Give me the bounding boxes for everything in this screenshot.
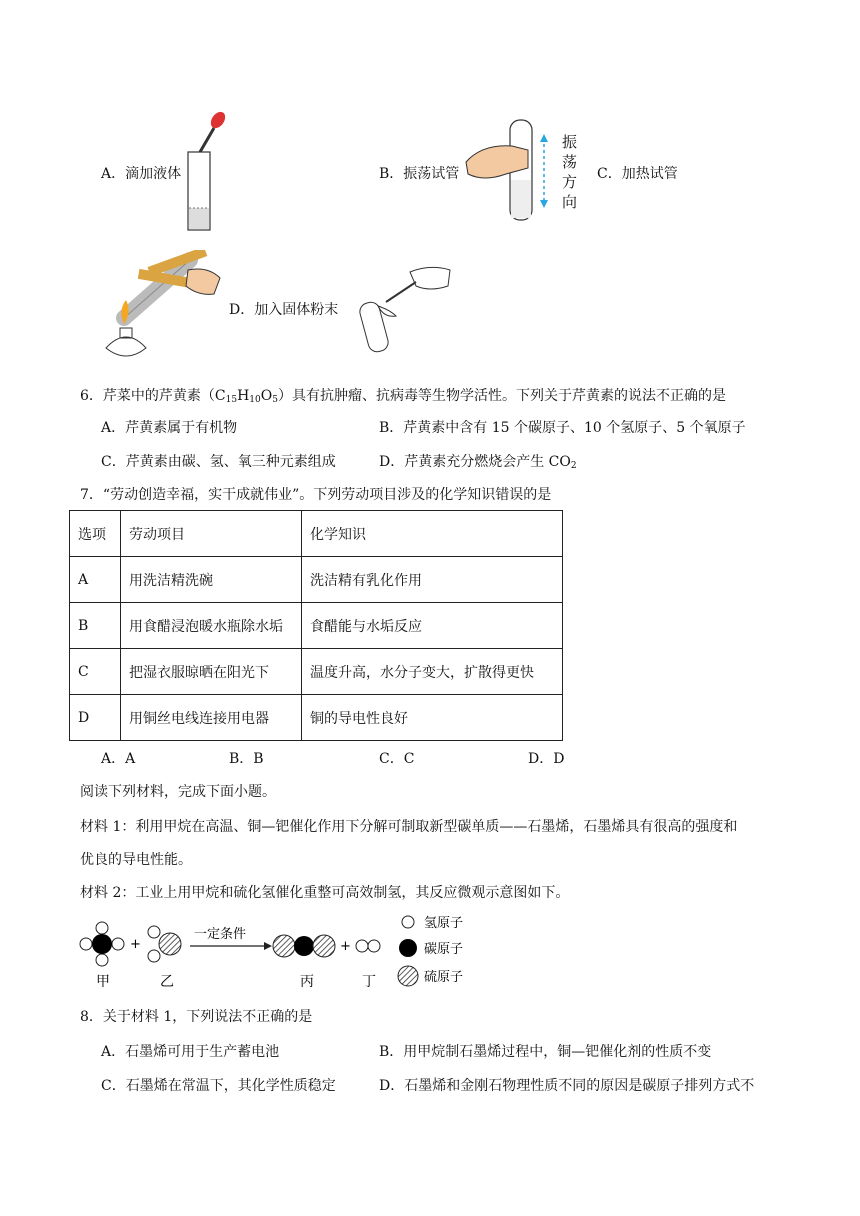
q7-option-b: B．B bbox=[229, 751, 264, 767]
q7-option-c: C．C bbox=[379, 751, 415, 767]
hydrogen-molecule bbox=[356, 940, 380, 952]
question-7-stem: 7．“劳动创造幸福，实干成就伟业”。下列劳动项目涉及的化学知识错误的是 bbox=[80, 487, 552, 503]
reading-intro: 阅读下列材料，完成下面小题。 bbox=[80, 784, 276, 800]
option-b-shaking: B．振荡试管 bbox=[379, 166, 460, 182]
table-cell: 把湿衣服晾晒在阳光下 bbox=[121, 649, 302, 695]
table-cell: 食醋能与水垢反应 bbox=[302, 603, 563, 649]
q8-option-d: D．石墨烯和金刚石物理性质不同的原因是碳原子排列方式不 bbox=[379, 1078, 755, 1094]
q8-option-a: A．石墨烯可用于生产蓄电池 bbox=[101, 1044, 280, 1060]
table-header: 选项 bbox=[70, 511, 121, 557]
q6-option-c: C．芹黄素由碳、氢、氧三种元素组成 bbox=[101, 454, 336, 470]
question-8-stem: 8．关于材料 1，下列说法不正确的是 bbox=[80, 1009, 313, 1025]
label-jia: 甲 bbox=[96, 974, 110, 990]
label-ding: 丁 bbox=[362, 974, 376, 990]
table-cell: 铜的导电性良好 bbox=[302, 695, 563, 741]
material-2: 材料 2：工业上用甲烷和硫化氢催化重整可高效制氢，其反应微观示意图如下。 bbox=[80, 885, 570, 901]
question-6-stem: 6．芹菜中的芹黄素$(C_{15}H_{10}O_5)$具有抗肿瘤、抗病毒等生物学活性。下列关于芹黄素的说法不正确的是 bbox=[80, 388, 726, 405]
label-bing: 丙 bbox=[300, 974, 314, 990]
methane-molecule bbox=[80, 922, 124, 966]
q6-option-d: D．芹黄素充分燃烧会产生 $CO_2$ bbox=[379, 454, 577, 471]
table-header: 化学知识 bbox=[302, 511, 563, 557]
q8-option-b: B．用甲烷制石墨烯过程中，铜—钯催化剂的性质不变 bbox=[379, 1044, 712, 1060]
plus-sign: + bbox=[340, 939, 351, 954]
table-header-row bbox=[70, 511, 563, 557]
table-cell: B bbox=[70, 603, 121, 649]
table-row bbox=[70, 557, 563, 603]
table-cell: 用铜丝电线连接用电器 bbox=[121, 695, 302, 741]
legend-sulfur: 硫原子 bbox=[424, 970, 464, 985]
reaction-diagram bbox=[74, 910, 494, 994]
option-a-dropping: A．滴加液体 bbox=[101, 166, 182, 182]
table-row bbox=[70, 695, 563, 741]
material-1-line-2: 优良的导电性能。 bbox=[80, 852, 192, 868]
q6-option-b: B．芹黄素中含有 15 个碳原子、10 个氢原子、5 个氧原子 bbox=[379, 420, 746, 436]
table-row bbox=[70, 603, 563, 649]
table-cell: 洗洁精有乳化作用 bbox=[302, 557, 563, 603]
table-header: 劳动项目 bbox=[121, 511, 302, 557]
material-1-line-1: 材料 1：利用甲烷在高温、铜—钯催化作用下分解可制取新型碳单质——石墨烯，石墨烯具有很高的强度和 bbox=[80, 819, 738, 835]
option-d-powder: D．加入固体粉末 bbox=[229, 302, 339, 318]
table-cell: A bbox=[70, 557, 121, 603]
legend-hydrogen: 氢原子 bbox=[424, 916, 464, 931]
table-cell: C bbox=[70, 649, 121, 695]
label-yi: 乙 bbox=[160, 974, 174, 990]
reaction-condition: 一定条件 bbox=[194, 927, 247, 942]
table-cell: 温度升高，水分子变大，扩散得更快 bbox=[302, 649, 563, 695]
shake-tube-illustration bbox=[462, 116, 558, 226]
legend-carbon: 碳原子 bbox=[424, 942, 464, 957]
legend bbox=[398, 916, 463, 986]
q7-table bbox=[69, 510, 563, 741]
q6-option-a: A．芹黄素属于有机物 bbox=[101, 420, 238, 436]
dropper-illustration bbox=[178, 108, 238, 232]
table-row bbox=[70, 649, 563, 695]
carbon-disulfide-molecule bbox=[273, 935, 335, 957]
shake-direction-label: 振 荡 方 向 bbox=[562, 133, 578, 211]
q7-option-a: A．A bbox=[101, 751, 136, 767]
table-cell: 用食醋浸泡暖水瓶除水垢 bbox=[121, 603, 302, 649]
hydrogen-sulfide-molecule bbox=[148, 926, 181, 962]
q7-option-d: D．D bbox=[528, 751, 565, 767]
heating-tube-illustration bbox=[98, 250, 224, 364]
plus-sign: + bbox=[130, 937, 141, 952]
powder-illustration bbox=[350, 262, 456, 356]
table-cell: 用洗洁精洗碗 bbox=[121, 557, 302, 603]
table-cell: D bbox=[70, 695, 121, 741]
q8-option-c: C．石墨烯在常温下，其化学性质稳定 bbox=[101, 1078, 336, 1094]
option-c-heating: C．加热试管 bbox=[597, 166, 678, 182]
